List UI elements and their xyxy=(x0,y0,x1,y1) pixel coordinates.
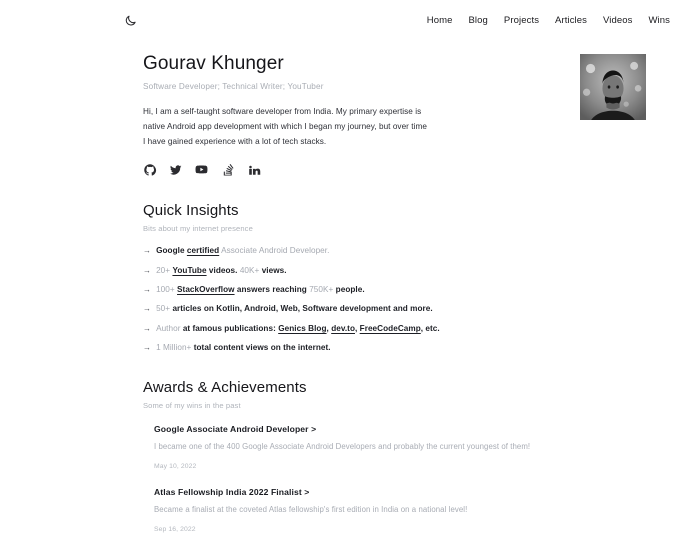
insight-item xyxy=(143,266,588,276)
page-title: Gourav Khunger xyxy=(143,53,284,74)
awards-section xyxy=(143,379,588,533)
portfolio-page xyxy=(0,6,688,533)
insights-list xyxy=(143,246,588,353)
arrow-right-icon: → xyxy=(143,342,152,352)
award-title[interactable]: Google Associate Android Developer > xyxy=(154,423,317,434)
award-description: Became a finalist at the coveted Atlas fellowship's first edition in India on a national level! xyxy=(154,504,468,514)
insight-link[interactable]: dev.to xyxy=(331,323,355,333)
insight-link[interactable]: Genics Blog xyxy=(278,323,327,333)
insight-link[interactable]: FreeCodeCamp xyxy=(359,323,421,333)
insight-text xyxy=(156,304,433,314)
award-date: Sep 16, 2022 xyxy=(154,526,196,533)
nav-link-articles[interactable]: Articles xyxy=(555,14,587,26)
quick-insights-subtitle: Bits about my internet presence xyxy=(143,224,253,234)
insight-muted: 50+ xyxy=(156,304,173,314)
nav-link-videos[interactable]: Videos xyxy=(603,14,633,26)
award-card[interactable] xyxy=(143,424,588,470)
awards-subtitle: Some of my wins in the past xyxy=(143,400,241,410)
award-title[interactable]: Atlas Fellowship India 2022 Finalist > xyxy=(154,486,310,497)
insight-muted: Author xyxy=(156,323,181,333)
moon-icon[interactable] xyxy=(120,10,140,30)
hero-bio: Hi, I am a self-taught software developer from India. My primary expertise is native Android app development with which I began my journey, but over time I have gained experience with a lot of tech stacks. xyxy=(143,106,427,147)
nav-link-blog[interactable]: Blog xyxy=(468,14,488,26)
insight-item xyxy=(143,324,588,334)
awards-list xyxy=(143,424,588,533)
youtube-icon[interactable] xyxy=(195,163,208,176)
arrow-right-icon: → xyxy=(143,246,152,256)
insight-text xyxy=(156,343,331,353)
insight-muted: 40K+ xyxy=(239,265,260,275)
award-date: May 10, 2022 xyxy=(154,462,197,470)
insight-text xyxy=(156,266,287,276)
insight-strong: , etc. xyxy=(420,323,440,333)
award-description: I became one of the 400 Google Associate Android Developers and probably the current youngest of them! xyxy=(154,441,531,451)
insight-muted: Associate Android Developer. xyxy=(219,246,330,256)
insight-muted: 750K+ xyxy=(309,284,334,294)
nav-link-home[interactable]: Home xyxy=(426,14,453,26)
arrow-right-icon: → xyxy=(143,284,152,294)
linkedin-icon[interactable] xyxy=(247,163,260,176)
insight-item xyxy=(143,246,588,256)
nav-link-wins[interactable]: Wins xyxy=(648,14,670,26)
insight-link[interactable]: certified xyxy=(186,246,220,256)
insight-strong: people. xyxy=(333,284,365,294)
insight-strong: , xyxy=(355,323,360,333)
insight-item xyxy=(143,343,588,353)
insight-strong: articles on Kotlin, Android, Web, Software development and more. xyxy=(172,304,433,314)
quick-insights-section xyxy=(143,202,588,353)
insight-text xyxy=(156,324,440,334)
awards-title: Awards & Achievements xyxy=(143,378,307,396)
hero-section xyxy=(143,52,588,176)
insight-item xyxy=(143,304,588,314)
insight-strong: , xyxy=(326,323,332,333)
insight-text xyxy=(156,285,365,295)
insight-muted: 1 Million+ xyxy=(156,342,192,352)
nav-link-projects[interactable]: Projects xyxy=(503,14,540,26)
arrow-right-icon: → xyxy=(143,265,152,275)
insight-text xyxy=(156,246,329,256)
insight-item xyxy=(143,285,588,295)
insight-strong: at famous publications: xyxy=(180,323,279,333)
twitter-icon[interactable] xyxy=(169,163,182,176)
insight-link[interactable]: YouTube xyxy=(172,265,207,275)
insight-muted: 20+ xyxy=(156,265,173,275)
content-wrapper xyxy=(0,34,688,533)
arrow-right-icon: → xyxy=(143,323,152,333)
social-links xyxy=(143,163,588,176)
insight-link[interactable]: StackOverflow xyxy=(177,284,235,294)
github-icon[interactable] xyxy=(143,163,156,176)
arrow-right-icon: → xyxy=(143,304,152,314)
insight-strong: total content views on the internet. xyxy=(191,342,331,352)
stackoverflow-icon[interactable] xyxy=(221,163,234,176)
insight-strong: answers reaching xyxy=(234,284,310,294)
navbar xyxy=(0,6,688,34)
quick-insights-title: Quick Insights xyxy=(143,202,239,220)
hero-subtitle: Software Developer; Technical Writer; YouTuber xyxy=(143,81,324,91)
nav-links xyxy=(427,15,674,26)
insight-strong: videos. xyxy=(206,265,240,275)
insight-strong: Google xyxy=(156,246,187,256)
insight-muted: 100+ xyxy=(156,284,178,294)
award-card[interactable] xyxy=(143,487,588,533)
avatar xyxy=(580,54,646,120)
insight-strong: views. xyxy=(259,265,287,275)
